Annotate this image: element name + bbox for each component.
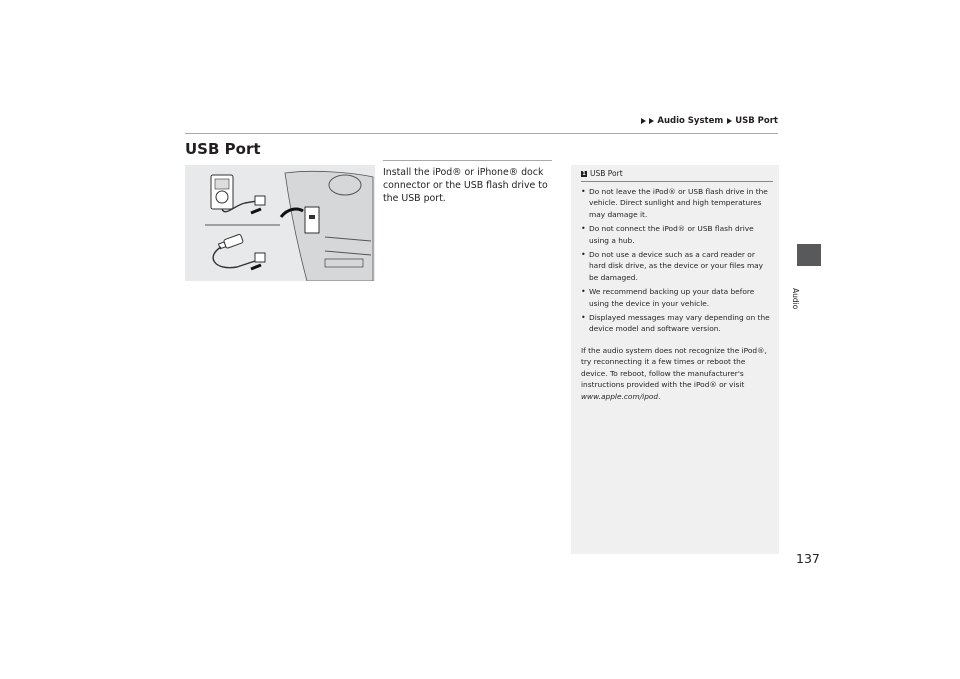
dashboard-panel: [285, 171, 373, 281]
arrow-right-icon: [727, 118, 732, 124]
arrow-right-icon: [641, 118, 646, 124]
dock-connector: [255, 196, 265, 205]
note-header: [581, 169, 773, 182]
list-item: • Displayed messages may vary depending on the device model and software version.: [581, 312, 773, 335]
page-number: 137: [796, 551, 820, 566]
side-tab-marker: [797, 244, 821, 266]
usb-slot: [309, 215, 315, 219]
ipod-screen: [215, 179, 229, 189]
insert-arrow-icon: [251, 209, 261, 213]
header-rule: [185, 133, 778, 134]
note-paragraph: [581, 345, 771, 402]
breadcrumb-page[interactable]: USB Port: [735, 116, 778, 126]
usb-port-icon: [305, 207, 319, 233]
usb-connector: [255, 253, 265, 262]
arrow-right-icon: [649, 118, 654, 124]
list-item: • Do not leave the iPod® or USB flash drive in the vehicle. Direct sunlight and high temperatures may damage it.: [581, 186, 773, 220]
note-sidebar: [571, 165, 779, 554]
note-paragraph-text: If the audio system does not recognize the iPod®, try reconnecting it a few times or reboot the device. To reboot, follow the manufacturer's instructions provided with the iPod® or visit: [581, 345, 767, 390]
usb-port-illustration: [185, 165, 375, 281]
note-badge-icon: 1: [582, 170, 586, 177]
list-item: • Do not use a device such as a card reader or hard disk drive, as the device or your files may be damaged.: [581, 249, 773, 283]
usb-flash-drive-icon: [223, 234, 243, 249]
page-title: USB Port: [185, 140, 261, 158]
breadcrumb: [641, 116, 778, 126]
body-rule: [383, 160, 552, 161]
breadcrumb-section[interactable]: Audio System: [657, 116, 724, 126]
insert-arrow-icon: [251, 265, 261, 269]
usb-cable: [213, 247, 255, 268]
apple-ipod-link[interactable]: www.apple.com/ipod: [581, 391, 659, 401]
side-tab-label: Audio: [791, 288, 800, 310]
list-item: • Do not connect the iPod® or USB flash drive using a hub.: [581, 223, 773, 246]
note-bullet-list: [581, 186, 773, 335]
body-instruction: Install the iPod® or iPhone® dock connector or the USB flash drive to the USB port.: [383, 167, 548, 204]
usb-connection-diagram: [185, 165, 375, 281]
note-paragraph-end: .: [658, 391, 661, 401]
note-heading: USB Port: [590, 169, 623, 178]
list-item: • We recommend backing up your data before using the device in your vehicle.: [581, 286, 773, 309]
